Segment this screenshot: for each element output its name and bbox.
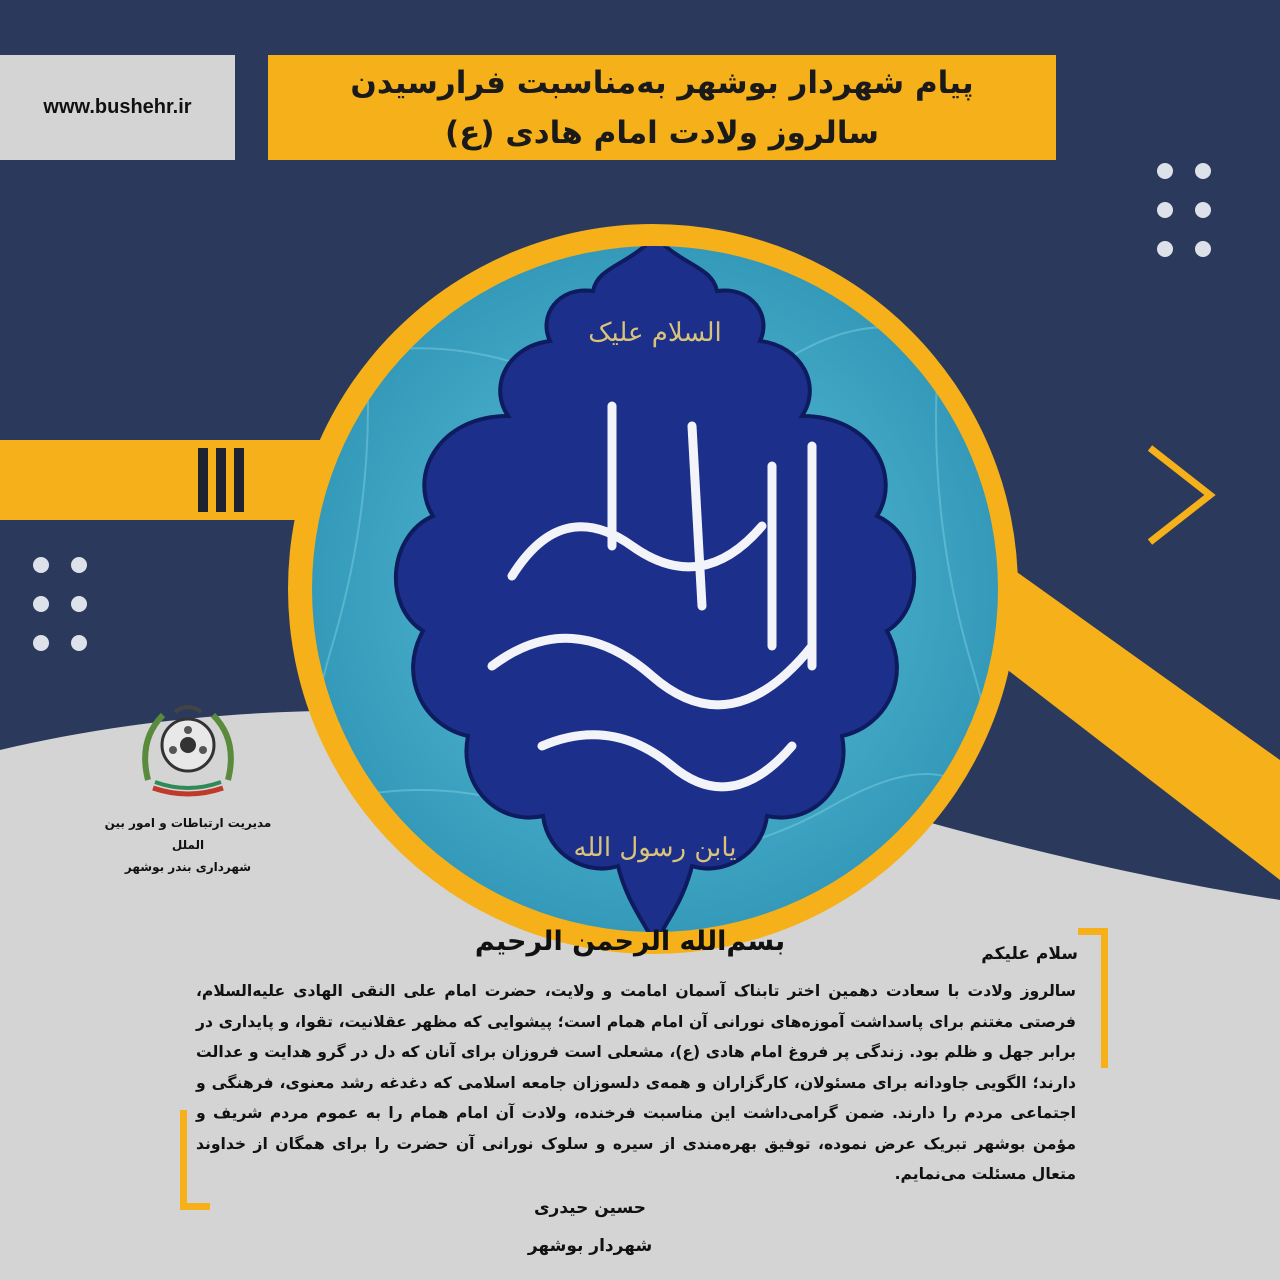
bar-stripe	[198, 448, 208, 512]
message-body: سالروز ولادت با سعادت دهمین اختر تابناک آسمان امامت و ولایت، حضرت امام علی النقی الهادی علیه‌السلام، فرصتی مغتنم برای پاسداشت آموزه‌های نورانی آن امام همام است؛ پیشوایی که مظهر عقلانیت، تقوا، و پایداری در برابر جهل و ظلم بود. زندگی پر فروغ امام هادی (ع)، مشعلی است فروزان برای آنان که دل در گرو هدایت و عدالت دارند؛ الگویی جاودانه برای مسئولان، کارگزاران و همه‌ی دلسوزان جامعه اسلامی که دغدغه رشد معنوی، فرهنگی و اجتماعی مردم را دارند. ضمن گرامی‌داشت این مناسبت فرخنده، ولادت آن امام همام را به عموم مردم شریف و مؤمن بوشهر تبریک عرض نموده، توفیق بهره‌مندی از سیره و سلوک نورانی آن حضرت را برای همگان از خداوند متعال مسئلت می‌نمایم.	[196, 982, 1076, 1183]
artwork-top-inscription: السلام علیک	[588, 318, 722, 348]
bar-stripe	[216, 448, 226, 512]
bismillah-heading: بسم‌الله الرحمن الرحیم	[474, 926, 786, 957]
title-line-2: سالروز ولادت امام هادی (ع)	[445, 114, 879, 151]
signature-name: حسین حیدری	[533, 1198, 647, 1218]
yellow-bar-left	[0, 440, 340, 520]
logo-caption-line-2: شهرداری بندر بوشهر	[124, 860, 252, 874]
logo-caption-line-1: مدیریت ارتباطات و امور بین الملل	[104, 816, 272, 852]
website-url-label: www.bushehr.ir	[0, 55, 235, 160]
greeting-text: سلام علیکم	[981, 944, 1078, 964]
decorative-bracket	[1078, 928, 1108, 1068]
artwork-bottom-inscription: یابن رسول الله	[573, 833, 737, 863]
signature-role: شهردار بوشهر	[527, 1236, 653, 1256]
logo-caption	[88, 812, 288, 878]
title-banner	[268, 55, 1056, 160]
municipality-logo-icon	[133, 700, 243, 800]
title-line-1: پیام شهردار بوشهر به‌مناسبت فرارسیدن	[350, 64, 974, 101]
dots-grid-icon	[1157, 163, 1211, 257]
dots-grid-icon	[33, 557, 87, 651]
chevron-right-icon	[1140, 440, 1220, 550]
bar-stripe	[234, 448, 244, 512]
magnifier-lens-artwork	[312, 246, 998, 932]
